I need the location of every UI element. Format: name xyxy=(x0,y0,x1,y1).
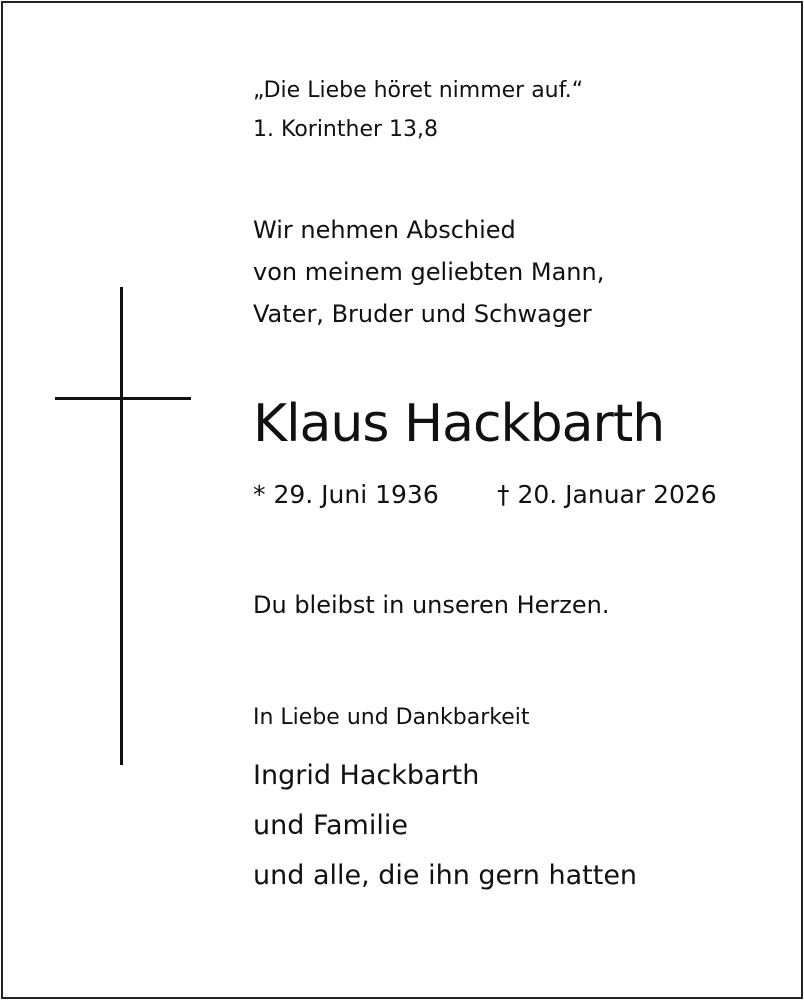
death-date: † 20. Januar 2026 xyxy=(497,480,717,509)
mourner-line-3: und alle, die ihn gern hatten xyxy=(253,860,638,891)
mourner-line-1: Ingrid Hackbarth xyxy=(253,760,480,791)
intro-line-1: Wir nehmen Abschied xyxy=(253,216,516,244)
bible-reference: 1. Korinther 13,8 xyxy=(253,117,439,142)
closing-line: In Liebe und Dankbarkeit xyxy=(253,705,530,730)
mourner-line-2: und Familie xyxy=(253,810,408,841)
cross-horizontal-bar xyxy=(55,397,191,400)
message: Du bleibst in unseren Herzen. xyxy=(253,591,610,619)
cross-vertical-bar xyxy=(120,287,123,765)
intro-line-2: von meinem geliebten Mann, xyxy=(253,258,605,286)
birth-date: * 29. Juni 1936 xyxy=(253,480,439,509)
deceased-name: Klaus Hackbarth xyxy=(253,394,665,454)
intro-line-3: Vater, Bruder und Schwager xyxy=(253,300,592,328)
bible-quote: „Die Liebe höret nimmer auf.“ xyxy=(253,78,584,103)
